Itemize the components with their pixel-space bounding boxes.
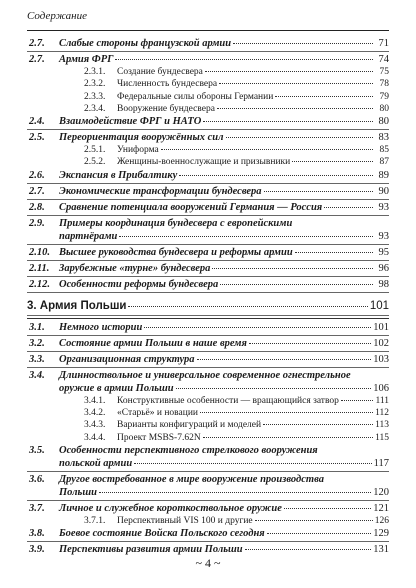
toc-entry-title bbox=[117, 156, 389, 168]
toc-entry-title bbox=[117, 91, 389, 103]
dot-leader bbox=[249, 342, 371, 344]
toc-entry-page: 83 bbox=[378, 132, 389, 144]
toc-entry-title-cont bbox=[59, 486, 389, 499]
toc-entry-page: 96 bbox=[378, 262, 389, 274]
toc-entry-number: 3.5. bbox=[29, 444, 45, 456]
dot-leader bbox=[115, 58, 373, 60]
toc-subentry[interactable] bbox=[27, 515, 389, 527]
toc-entry-title-text: Особенности реформы бундесвера bbox=[59, 278, 219, 290]
dot-leader bbox=[264, 190, 373, 192]
toc-entry[interactable] bbox=[27, 543, 389, 556]
dot-leader bbox=[212, 267, 373, 269]
toc-entry-title-text: Немного истории bbox=[59, 321, 143, 333]
toc-entry-page: 126 bbox=[374, 515, 389, 526]
toc-entry-title-text: Высшее руководства бундесвера и реформы армии bbox=[59, 246, 293, 258]
toc-subentry[interactable] bbox=[27, 419, 389, 431]
dot-leader bbox=[128, 305, 367, 307]
toc-entry[interactable] bbox=[27, 337, 389, 350]
toc-entry-page: 80 bbox=[379, 103, 389, 114]
toc-entry-page: 111 bbox=[375, 395, 389, 406]
toc-entry-number: 2.7. bbox=[29, 185, 45, 197]
toc-subentry[interactable] bbox=[27, 407, 389, 419]
toc-entry[interactable] bbox=[27, 115, 389, 128]
toc-entry-number: 2.7. bbox=[29, 38, 45, 49]
toc-entry-number: 2.5.2. bbox=[84, 157, 106, 168]
toc-entry-title-text: Варианты конфигураций и моделей bbox=[117, 420, 262, 431]
toc-entry[interactable] bbox=[27, 37, 389, 50]
entry-divider bbox=[27, 260, 389, 261]
toc-subentry[interactable] bbox=[27, 144, 389, 156]
toc-entry-page: 80 bbox=[378, 116, 389, 128]
entry-divider bbox=[27, 315, 389, 316]
toc-entry[interactable] bbox=[27, 444, 389, 470]
toc-entry-title-text: Переориентация вооружённых сил bbox=[59, 132, 224, 144]
toc-entry[interactable] bbox=[27, 53, 389, 66]
toc-entry-number: 3.3. bbox=[29, 353, 45, 365]
toc-subentry[interactable] bbox=[27, 103, 389, 115]
running-header: Содержание bbox=[27, 10, 88, 22]
dot-leader bbox=[197, 358, 372, 360]
toc-entry-number: 3.4.2. bbox=[84, 408, 106, 419]
toc-entry[interactable] bbox=[27, 217, 389, 243]
toc-entry-title-line: оружие в армии Польши bbox=[59, 382, 174, 394]
toc-entry-title-line: партнёрами bbox=[59, 230, 118, 242]
entry-divider bbox=[27, 129, 389, 130]
toc-entry-title-text: Слабые стороны французской армии bbox=[59, 38, 232, 49]
toc-subentry[interactable] bbox=[27, 78, 389, 90]
toc-entry-title-line: Особенности перспективного стрелкового вооружения bbox=[59, 444, 318, 456]
toc-entry[interactable] bbox=[27, 527, 389, 540]
toc-entry-number: 2.8. bbox=[29, 201, 45, 213]
toc-entry-number: 3.2. bbox=[29, 337, 45, 349]
toc-entry-title-line: Другое востребованное в мире вооружение производства bbox=[59, 473, 324, 485]
toc-entry-title-text: Боевое состояние Войска Польского сегодня bbox=[59, 528, 265, 540]
toc-entry[interactable] bbox=[27, 369, 389, 395]
toc-entry-title bbox=[117, 144, 389, 156]
toc-entry-page: 79 bbox=[379, 91, 389, 102]
dot-leader bbox=[203, 436, 373, 438]
toc-entry-number: 2.11. bbox=[29, 262, 50, 274]
entry-divider bbox=[27, 276, 389, 277]
dot-leader bbox=[179, 174, 373, 176]
toc-entry-number: 2.10. bbox=[29, 246, 50, 258]
toc-entry-title bbox=[117, 419, 389, 431]
toc-subentry[interactable] bbox=[27, 395, 389, 407]
toc-entry-title-text: Федеральные силы обороны Германии bbox=[117, 91, 274, 102]
toc-entry-title bbox=[117, 66, 389, 78]
entry-divider bbox=[27, 471, 389, 472]
toc-entry-number: 3.4.1. bbox=[84, 395, 106, 406]
toc-entry-number: 2.4. bbox=[29, 116, 45, 128]
dot-leader bbox=[161, 148, 373, 150]
entry-divider bbox=[27, 244, 389, 245]
dot-leader bbox=[245, 548, 372, 550]
header-rule bbox=[27, 30, 389, 31]
toc-entry-number: 3.4. bbox=[29, 369, 45, 381]
toc-entry-title-text: Экономические трансформации бундесвера bbox=[59, 185, 262, 197]
dot-leader bbox=[200, 411, 373, 413]
toc-subentry[interactable] bbox=[27, 66, 389, 78]
toc-entry-page: 131 bbox=[373, 544, 389, 556]
toc-entry-number: 2.5. bbox=[29, 132, 45, 144]
toc-entry-page: 115 bbox=[375, 432, 389, 443]
toc-entry-page: 93 bbox=[378, 201, 389, 213]
toc-entry-title bbox=[59, 246, 389, 259]
toc-entry-page: 74 bbox=[378, 54, 389, 65]
dot-leader bbox=[220, 283, 373, 285]
dot-leader bbox=[205, 70, 373, 72]
toc-entry-title bbox=[59, 201, 389, 214]
toc-entry-title-line: Длинноствольное и универсальное современное огнестрельное bbox=[59, 369, 351, 381]
toc-entry[interactable] bbox=[27, 185, 389, 198]
toc-entry-title-cont bbox=[59, 382, 389, 395]
dot-leader bbox=[255, 519, 373, 521]
toc-entry-number: 3.7.1. bbox=[84, 515, 106, 526]
dot-leader bbox=[119, 235, 373, 237]
toc-entry[interactable] bbox=[27, 321, 389, 334]
toc-entry-title-text: Личное и служебное короткоствольное оружие bbox=[59, 502, 282, 514]
toc-entry[interactable] bbox=[27, 473, 389, 499]
toc-entry-number: 2.3.2. bbox=[84, 79, 106, 90]
toc-entry[interactable] bbox=[27, 278, 389, 291]
toc-entry-title-text: Экспансия в Прибалтику bbox=[59, 169, 178, 181]
toc-entry-number: 3.8. bbox=[29, 528, 45, 540]
toc-entry-page: 89 bbox=[378, 169, 389, 181]
toc-entry-title-text: Зарубежные «турне» бундесвера bbox=[59, 262, 211, 274]
toc-entry-page: 106 bbox=[373, 382, 389, 394]
toc-subentry[interactable] bbox=[27, 91, 389, 103]
dot-leader bbox=[176, 387, 372, 389]
toc-entry-title-text: Численность бундесвера bbox=[117, 79, 218, 90]
toc-entry-number: 3.4.3. bbox=[84, 420, 106, 431]
toc-entry-title bbox=[117, 515, 389, 527]
toc-entry-title bbox=[59, 37, 389, 50]
dot-leader bbox=[144, 326, 371, 328]
toc-entry[interactable] bbox=[27, 246, 389, 259]
toc-entry-title bbox=[59, 502, 389, 515]
toc-entry-page: 87 bbox=[379, 157, 389, 168]
dot-leader bbox=[134, 462, 371, 464]
toc-subentry[interactable] bbox=[27, 432, 389, 444]
entry-divider bbox=[27, 351, 389, 352]
chapter-divider bbox=[27, 318, 389, 319]
toc-entry-title bbox=[59, 185, 389, 198]
toc-entry-title bbox=[59, 131, 389, 144]
toc-entry-page: 71 bbox=[378, 38, 389, 49]
entry-divider bbox=[27, 199, 389, 200]
toc-entry-title-text: Униформа bbox=[117, 145, 159, 156]
toc-entry-title-text: Сравнение потенциала вооружений Германия — Россия bbox=[59, 201, 323, 213]
page-number: ~ 4 ~ bbox=[195, 556, 221, 570]
dot-leader bbox=[275, 95, 373, 97]
toc-entry-title-line: польской армии bbox=[59, 457, 133, 469]
dot-leader bbox=[295, 251, 373, 253]
toc-entry-title bbox=[59, 473, 389, 499]
toc-entry-title bbox=[59, 53, 389, 66]
dot-leader bbox=[263, 423, 373, 425]
toc-entry-number: 2.3.1. bbox=[84, 67, 106, 77]
toc-entry-number: 2.9. bbox=[29, 217, 45, 229]
entry-divider bbox=[27, 335, 389, 336]
toc-entry-number: 3.6. bbox=[29, 473, 45, 485]
toc-entry-page: 101 bbox=[369, 299, 389, 312]
toc-entry-page: 98 bbox=[378, 278, 389, 290]
entry-divider bbox=[27, 215, 389, 216]
toc-entry-page: 117 bbox=[373, 457, 389, 469]
toc-chapter[interactable] bbox=[27, 299, 389, 314]
toc-entry-page: 95 bbox=[378, 246, 389, 258]
toc-entry-title bbox=[59, 444, 389, 470]
toc-entry-title-text: Организационная структура bbox=[59, 353, 195, 365]
toc-entry-page: 85 bbox=[379, 145, 389, 156]
toc-entry-number: 3.1. bbox=[29, 321, 45, 333]
toc-entry[interactable] bbox=[27, 131, 389, 144]
toc-entry-title-text: Состояние армии Польши в наше время bbox=[59, 337, 247, 349]
entry-divider bbox=[27, 292, 389, 293]
toc-entry-title bbox=[59, 527, 389, 540]
toc-entry-title bbox=[59, 262, 389, 275]
toc-entry-number: 2.5.1. bbox=[84, 145, 106, 156]
toc-entry-title bbox=[117, 395, 389, 407]
dot-leader bbox=[226, 136, 374, 138]
toc-entry-number: 2.6. bbox=[29, 169, 45, 181]
toc-entry-number: 3.9. bbox=[29, 544, 45, 556]
toc-entry-title-text: Перспективы развития армии Польши bbox=[59, 544, 243, 556]
toc-entry-page: 78 bbox=[379, 79, 389, 90]
toc-entry-title-cont bbox=[59, 457, 389, 470]
entry-divider bbox=[27, 51, 389, 52]
dot-leader bbox=[203, 120, 373, 122]
toc-entry-page: 90 bbox=[378, 185, 389, 197]
toc-entry-page: 75 bbox=[379, 67, 389, 77]
toc-entry-title-text: Вооружение бундесвера bbox=[117, 103, 215, 114]
dot-leader bbox=[99, 491, 371, 493]
toc-entry-title bbox=[117, 432, 389, 444]
toc-entry-title bbox=[59, 321, 389, 334]
toc-entry-title bbox=[27, 299, 389, 314]
toc-entry-title-cont bbox=[59, 230, 389, 243]
toc-entry-title-text: Взаимодействие ФРГ и НАТО bbox=[59, 116, 202, 128]
dot-leader bbox=[217, 107, 373, 109]
entry-divider bbox=[27, 367, 389, 368]
toc-entry-title-text: «Старьё» и новации bbox=[117, 408, 198, 419]
dot-leader bbox=[267, 532, 372, 534]
dot-leader bbox=[233, 42, 373, 44]
toc-entry-title bbox=[59, 169, 389, 182]
dot-leader bbox=[284, 507, 371, 509]
toc-entry-title-text: Армия ФРГ bbox=[59, 54, 114, 65]
toc-entry-number: 2.7. bbox=[29, 54, 45, 65]
toc-entry-title bbox=[117, 103, 389, 115]
toc-entry-title-line: Польши bbox=[59, 486, 97, 498]
toc-entry-title bbox=[59, 217, 389, 243]
toc-entry-number: 2.3.4. bbox=[84, 103, 106, 114]
toc-entry-title-text: Женщины-военнослужащие и призывники bbox=[117, 157, 291, 168]
toc-entry-title bbox=[59, 337, 389, 350]
toc-entry[interactable] bbox=[27, 201, 389, 214]
toc-entry[interactable] bbox=[27, 169, 389, 182]
toc-entry-title-text: Проект MSBS-7.62N bbox=[117, 432, 201, 443]
toc-entry-page: 102 bbox=[373, 337, 389, 349]
dot-leader bbox=[219, 82, 373, 84]
toc-entry-title bbox=[117, 407, 389, 419]
toc-entry-title bbox=[117, 78, 389, 90]
table-of-contents bbox=[27, 37, 389, 556]
toc-entry-page: 103 bbox=[373, 353, 389, 365]
toc-entry-page: 101 bbox=[373, 321, 389, 333]
toc-entry[interactable] bbox=[27, 353, 389, 366]
entry-divider bbox=[27, 183, 389, 184]
toc-entry[interactable] bbox=[27, 262, 389, 275]
toc-entry-title bbox=[59, 369, 389, 395]
toc-entry-page: 93 bbox=[378, 230, 389, 242]
entry-divider bbox=[27, 541, 389, 542]
toc-entry-title-text: 3. Армия Польши bbox=[27, 299, 127, 312]
dot-leader bbox=[341, 399, 373, 401]
toc-entry-title bbox=[59, 543, 389, 556]
toc-entry-page: 113 bbox=[375, 420, 389, 431]
toc-entry-title-text: Создание бундесвера bbox=[117, 67, 203, 77]
toc-entry-page: 112 bbox=[375, 408, 389, 419]
entry-divider bbox=[27, 500, 389, 501]
toc-entry-title-line: Примеры координация бундесвера с европейскими bbox=[59, 217, 293, 229]
dot-leader bbox=[292, 160, 373, 162]
toc-entry-number: 2.3.3. bbox=[84, 91, 106, 102]
toc-entry-number: 3.4.4. bbox=[84, 432, 106, 443]
toc-entry-title-text: Конструктивные особенности — вращающийся затвор bbox=[117, 395, 339, 406]
toc-entry-title bbox=[59, 115, 389, 128]
toc-entry-title-text: Перспективный VIS 100 и другие bbox=[117, 515, 253, 526]
dot-leader bbox=[324, 206, 373, 208]
toc-entry-page: 129 bbox=[373, 528, 389, 540]
toc-entry[interactable] bbox=[27, 502, 389, 515]
toc-subentry[interactable] bbox=[27, 156, 389, 168]
toc-entry-title bbox=[59, 278, 389, 291]
toc-entry-number: 2.12. bbox=[29, 278, 50, 290]
toc-entry-page: 121 bbox=[373, 502, 389, 514]
toc-entry-title bbox=[59, 353, 389, 366]
toc-entry-number: 3.7. bbox=[29, 502, 45, 514]
toc-entry-page: 120 bbox=[373, 486, 389, 498]
